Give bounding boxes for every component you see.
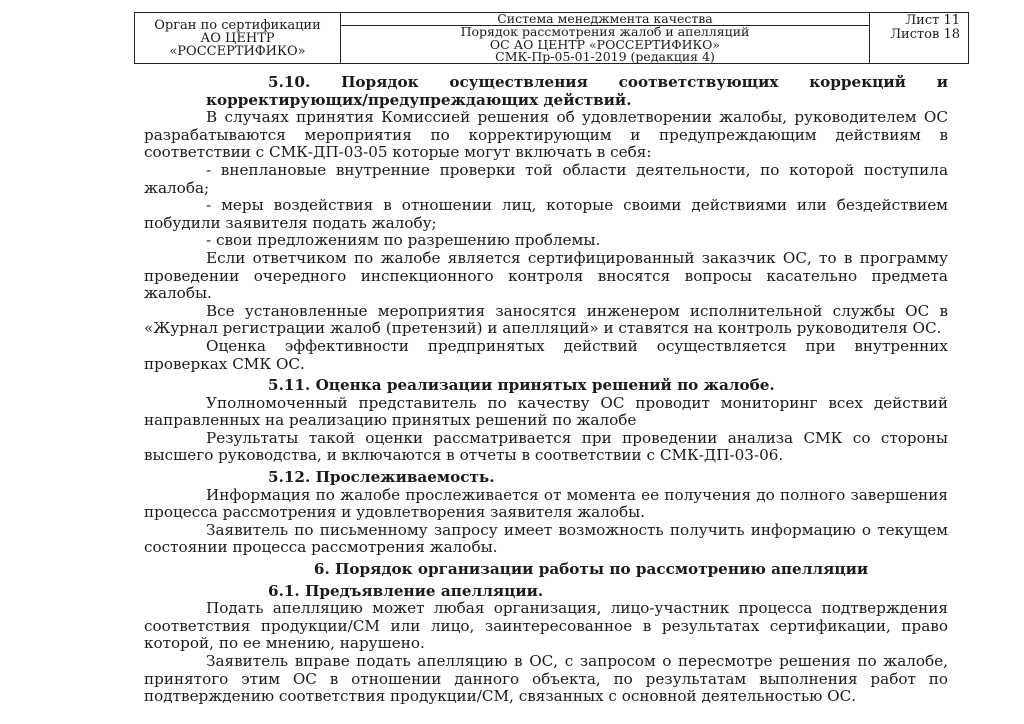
- heading-6-1: 6.1. Предъявление апелляции.: [268, 581, 544, 600]
- paragraph: Уполномоченный представитель по качеству ОС проводит мониторинг всех действий направленных на реализацию принятых решений по жалобе: [144, 393, 948, 430]
- org-line-3: «РОССЕРТИФИКО»: [169, 44, 306, 59]
- doc-code: СМК-Пр-05-01-2019 (редакция 4): [495, 49, 715, 64]
- heading-6: 6. Порядок организации работы по рассмотрению апелляции: [313, 560, 869, 579]
- document-title-cell: [341, 13, 870, 63]
- heading-5-10: 5.10. Порядок осуществления соответствующих коррекций и корректирующих/предупреждающих действий.: [206, 73, 948, 109]
- paragraph: Заявитель вправе подать апелляцию в ОС, с запросом о пересмотре решения по жалобе, принятого этим ОС в отношении данного объекта, по результатам выполнения работ по подтверждению соответствия продукции/СМ, связанных с основной деятельностью ОС.: [144, 652, 948, 706]
- doc-title-line-1: Порядок рассмотрения жалоб и апелляций: [460, 24, 750, 39]
- page-body: [144, 74, 948, 706]
- paragraph: Оценка эффективности предпринятых действий осуществляется при внутренних проверках СМК ОС.: [144, 336, 948, 373]
- paragraph: Подать апелляцию может любая организация, лицо-участник процесса подтверждения соответствия продукции/СМ или лицо, заинтересованное в результатах сертификации, право которой, по ее мнению, нарушено.: [144, 599, 948, 653]
- sheet-number: Лист 11: [905, 13, 960, 28]
- paragraph: В случаях принятия Комиссией решения об удовлетворении жалобы, руководителем ОС разрабатываются мероприятия по корректирующим и предупреждающим действиям в соответствии с СМК-ДП-03-05 которые могут включать в себя:: [144, 108, 948, 162]
- org-line-2: АО ЦЕНТР: [200, 31, 275, 46]
- paragraph: Информация по жалобе прослеживается от момента ее получения до полного завершения процесса рассмотрения и удовлетворения заявителя жалобы.: [144, 485, 948, 522]
- paragraph: Заявитель по письменному запросу имеет возможность получить информацию о текущем состоянии процесса рассмотрения жалобы.: [144, 520, 948, 557]
- document-title: [341, 26, 869, 64]
- paragraph: Если ответчиком по жалобе является сертифицированный заказчик ОС, то в программу проведении очередного инспекционного контроля вносятся вопросы касательно предмета жалобы.: [144, 248, 948, 303]
- list-item: - меры воздействия в отношении лиц, которые своими действиями или бездействием побудили заявителя подать жалобу;: [144, 196, 948, 232]
- paragraph: Все установленные мероприятия заносятся инженером исполнительной службы ОС в «Журнал регистрации жалоб (претензий) и апелляций» и ставятся на контроль руководителя ОС.: [144, 301, 948, 338]
- heading-5-11: 5.11. Оценка реализации принятых решений по жалобе.: [268, 376, 775, 395]
- heading-5-12: 5.12. Прослеживаемость.: [268, 468, 495, 487]
- sheets-total: Листов 18: [890, 27, 960, 42]
- certification-body-cell: [135, 13, 341, 63]
- list-item: - свои предложениям по разрешению проблемы.: [206, 231, 601, 250]
- doc-title-line-2: ОС АО ЦЕНТР «РОССЕРТИФИКО»: [489, 36, 721, 52]
- system-title: Система менеджмента качества: [341, 13, 869, 26]
- sheet-info-cell: [870, 13, 968, 63]
- list-item: - внеплановые внутренние проверки той области деятельности, по которой поступила жалоба;: [144, 160, 948, 197]
- paragraph: Результаты такой оценки рассматривается при проведении анализа СМК со стороны высшего руководства, и включаются в отчеты в соответствии с СМК-ДП-03-06.: [144, 428, 948, 465]
- document-header: [134, 12, 969, 64]
- org-line-1: Орган по сертификации: [154, 18, 321, 33]
